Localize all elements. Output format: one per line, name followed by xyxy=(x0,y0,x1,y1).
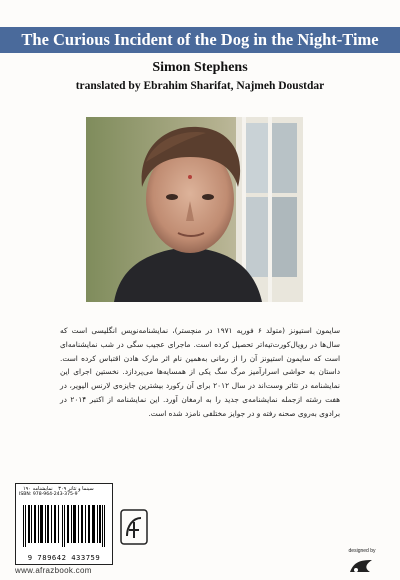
designer-mark-icon xyxy=(348,556,374,576)
author-name: Simon Stephens xyxy=(152,60,248,75)
book-title: The Curious Incident of the Dog in the Night-Time xyxy=(21,30,379,49)
isbn-text: ISBN: 978-964-243-375-9 xyxy=(19,492,78,497)
series-play: نمایشنامه ۱۹۰ xyxy=(23,486,53,492)
title-bar xyxy=(0,27,400,53)
author-bio: سایمون استیونز (متولد ۶ فوریه ۱۹۷۱ در منچستر)، نمایشنامه‌نویس انگلیسی است که سال‌ها در رویال‌کورت‌تیه‌اتر تحصیل کرده است. ماجرای عجیب سگی در شب نمایشنامه‌ای است که سایمون استیونز آن را از رمانی به‌همین نام اثر مارک هادن اقتباس کرده است. داستان به حواشی اسرارآمیز مرگ سگ یکی از همسایه‌ها می‌پردازد. نخستین اجرای این نمایشنامه در تئاتر وست‌اند در سال ۲۰۱۲ برای آن رکورد بیشترین جایزه‌ی لارنس الیویر، در هفت رشته ازجمله نمایشنامه‌ی جدید را به ارمغان آورد. این نمایشنامه از اکتبر ۲۰۱۴ در برادوی به‌روی صحنه رفته و در جوایز مختلفی نامزد شده است. xyxy=(60,326,341,418)
barcode-panel xyxy=(15,483,113,565)
author-photo-image xyxy=(86,117,303,302)
barcode-number: 9 789642 433759 xyxy=(27,553,101,562)
publisher-url: www.afrazbook.com xyxy=(15,566,92,575)
series-cinema-theatre: سینما و تئاتر ۳۰۹ xyxy=(58,486,94,492)
designed-by-label: designed by xyxy=(348,548,376,554)
barcode-bars xyxy=(21,505,107,547)
author-photo xyxy=(86,117,303,302)
afraz-publisher-logo-icon xyxy=(119,508,149,546)
series-line xyxy=(16,484,112,492)
translators-line: translated by Ebrahim Sharifat, Najmeh Doustdar xyxy=(75,80,325,92)
